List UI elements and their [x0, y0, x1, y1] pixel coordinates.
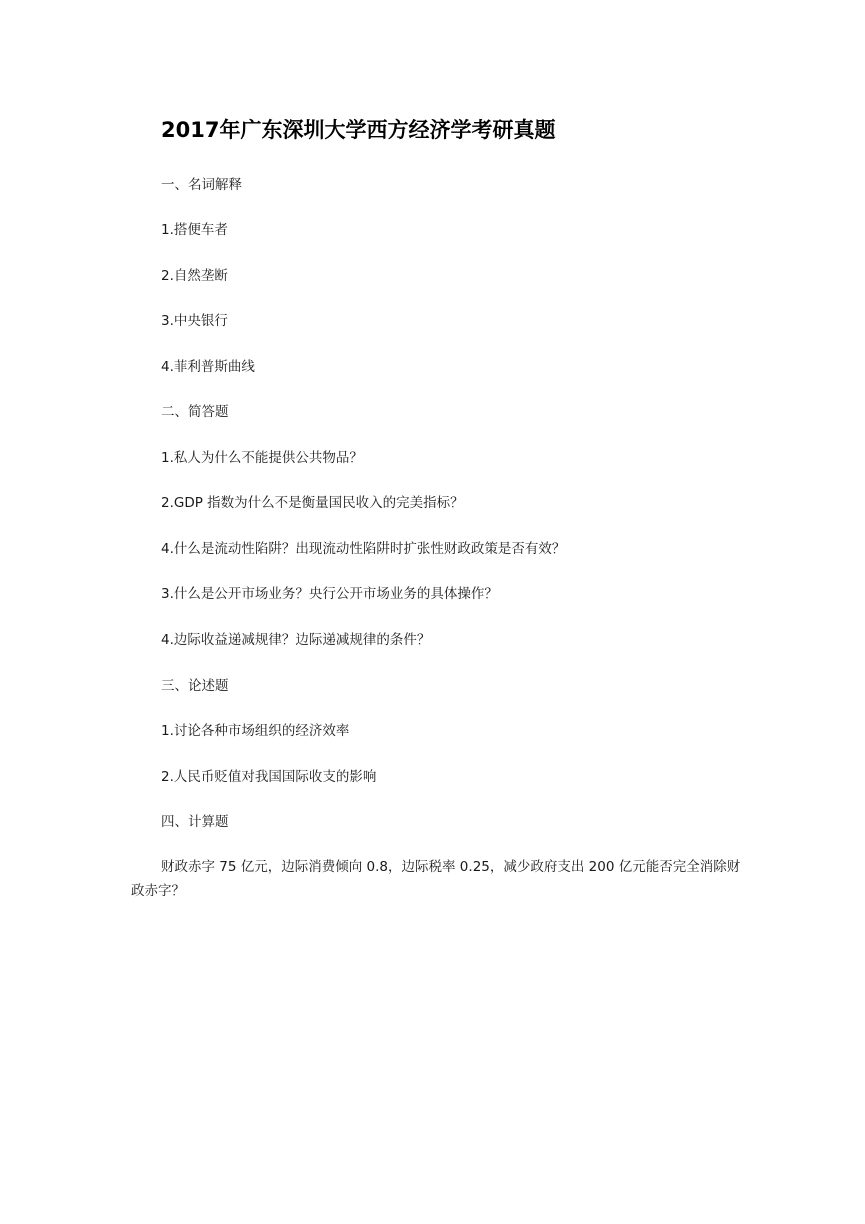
- section-heading-essay: 三、论述题: [161, 678, 229, 694]
- list-item: 2.人民币贬值对我国国际收支的影响: [161, 769, 377, 785]
- section-heading-calculation: 四、计算题: [161, 814, 229, 830]
- list-item: 4.边际收益递减规律？边际递减规律的条件？: [161, 632, 431, 648]
- list-item: 2.自然垄断: [161, 268, 228, 284]
- section-heading-short-answer: 二、简答题: [161, 404, 229, 420]
- list-item: 4.什么是流动性陷阱？出现流动性陷阱时扩张性财政政策是否有效？: [161, 541, 566, 557]
- list-item: 2.GDP 指数为什么不是衡量国民收入的完美指标？: [161, 495, 464, 511]
- calculation-question: 财政赤字 75 亿元，边际消费倾向 0.8，边际税率 0.25，减少政府支出 200 亿元能否完全消除财政赤字？: [131, 859, 741, 899]
- list-item: 3.中央银行: [161, 313, 228, 329]
- list-item: 4.菲利普斯曲线: [161, 359, 255, 375]
- section-heading-terms: 一、名词解释: [161, 177, 242, 193]
- list-item: 1.搭便车者: [161, 222, 228, 238]
- list-item: 1.私人为什么不能提供公共物品？: [161, 450, 363, 466]
- list-item: 1.讨论各种市场组织的经济效率: [161, 723, 350, 739]
- document-title: 2017年广东深圳大学西方经济学考研真题: [161, 118, 556, 142]
- list-item: 3.什么是公开市场业务？央行公开市场业务的具体操作？: [161, 586, 498, 602]
